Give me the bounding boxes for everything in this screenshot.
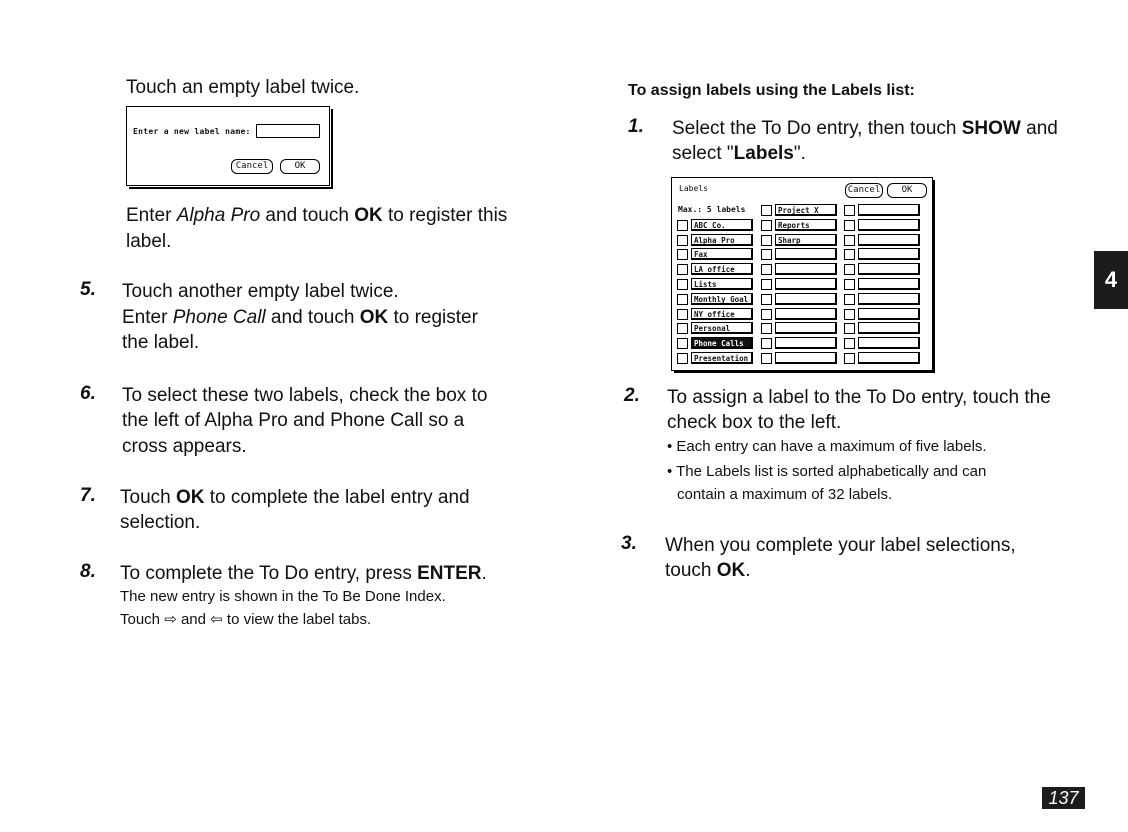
label-checkbox[interactable]: [844, 249, 855, 260]
step2-bullet2-cont: contain a maximum of 32 labels.: [677, 486, 893, 503]
label-row: [677, 337, 759, 350]
step1-number: 1.: [628, 116, 644, 137]
label-field[interactable]: Reports: [775, 219, 837, 231]
label-field[interactable]: Fax: [691, 248, 753, 260]
ok-button[interactable]: OK: [280, 159, 320, 174]
label-row: [761, 278, 843, 291]
label-field[interactable]: ABC Co.: [691, 219, 753, 231]
step3-line1: When you complete your label selections,: [665, 535, 1016, 556]
label-checkbox[interactable]: [677, 294, 688, 305]
label-checkbox[interactable]: [761, 294, 772, 305]
step2-number: 2.: [624, 385, 640, 406]
label-field[interactable]: [858, 337, 920, 349]
label-checkbox[interactable]: [761, 323, 772, 334]
new-label-input[interactable]: [256, 124, 320, 138]
label-row: [844, 248, 926, 261]
label-row: [761, 219, 843, 232]
label-row: [844, 293, 926, 306]
step1-line2: select "Labels".: [672, 143, 806, 164]
step5-number: 5.: [80, 279, 96, 300]
label-row: [677, 219, 759, 232]
label-row: [677, 234, 759, 247]
label-row: [761, 263, 843, 276]
step5-line1: Touch another empty label twice.: [122, 281, 399, 302]
label-row: [844, 278, 926, 291]
label-field[interactable]: [858, 352, 920, 364]
step2-line2: check box to the left.: [667, 412, 842, 433]
label-row: [761, 204, 843, 217]
label-checkbox[interactable]: [761, 338, 772, 349]
label-checkbox[interactable]: [761, 264, 772, 275]
step6-line1: To select these two labels, check the box to: [122, 385, 488, 406]
label-row: [844, 234, 926, 247]
step5-line3: the label.: [122, 332, 200, 353]
label-field[interactable]: [858, 234, 920, 246]
label-checkbox[interactable]: [677, 264, 688, 275]
new-label-dialog: [126, 106, 330, 186]
label-checkbox[interactable]: [761, 279, 772, 290]
label-checkbox[interactable]: [844, 353, 855, 364]
label-row: [677, 308, 759, 321]
step2-line1: To assign a label to the To Do entry, touch the: [667, 387, 1051, 408]
label-field[interactable]: Presentation: [691, 352, 753, 364]
label-row: [761, 234, 843, 247]
left-arrow-icon: ⇦: [210, 611, 223, 628]
enter-alpha-line: Enter Alpha Pro and touch OK to register this: [126, 205, 508, 226]
label-checkbox[interactable]: [844, 220, 855, 231]
label-checkbox[interactable]: [761, 235, 772, 246]
label-field[interactable]: [775, 308, 837, 320]
label-field[interactable]: [775, 293, 837, 305]
label-checkbox[interactable]: [677, 279, 688, 290]
cancel-button[interactable]: Cancel: [231, 159, 273, 174]
label-row: [761, 337, 843, 350]
step7-number: 7.: [80, 485, 96, 506]
label-checkbox[interactable]: [844, 323, 855, 334]
enter-alpha-line2: label.: [126, 231, 172, 252]
label-checkbox[interactable]: [677, 338, 688, 349]
labels-dialog-title: Labels: [679, 184, 708, 193]
label-row: [844, 308, 926, 321]
new-label-prompt: Enter a new label name:: [133, 127, 251, 136]
label-row: [677, 322, 759, 335]
label-checkbox[interactable]: [677, 235, 688, 246]
label-checkbox[interactable]: [761, 249, 772, 260]
label-checkbox[interactable]: [761, 220, 772, 231]
label-row: [761, 322, 843, 335]
step6-number: 6.: [80, 383, 96, 404]
label-checkbox[interactable]: [677, 353, 688, 364]
labels-cancel-button[interactable]: Cancel: [845, 183, 883, 198]
label-checkbox[interactable]: [761, 309, 772, 320]
label-row: [844, 337, 926, 350]
step8-note2: Touch ⇨ and ⇦ to view the label tabs.: [120, 609, 371, 631]
label-field[interactable]: Project X: [775, 204, 837, 216]
label-field[interactable]: Sharp: [775, 234, 837, 246]
label-checkbox[interactable]: [844, 264, 855, 275]
section-heading: To assign labels using the Labels list:: [628, 82, 915, 99]
label-field[interactable]: Lists: [691, 278, 753, 290]
label-field[interactable]: [858, 263, 920, 275]
step8-line1: To complete the To Do entry, press ENTER.: [120, 563, 487, 584]
label-row: [844, 219, 926, 232]
label-checkbox[interactable]: [677, 323, 688, 334]
label-row: [844, 322, 926, 335]
label-row: [677, 263, 759, 276]
label-checkbox[interactable]: [761, 205, 772, 216]
label-field[interactable]: [775, 337, 837, 349]
label-field[interactable]: LA office: [691, 263, 753, 275]
label-row: [844, 352, 926, 365]
step3-line2: touch OK.: [665, 560, 751, 581]
label-checkbox[interactable]: [761, 353, 772, 364]
label-field[interactable]: [775, 352, 837, 364]
label-field[interactable]: [858, 204, 920, 216]
step1-line1: Select the To Do entry, then touch SHOW and: [672, 118, 1058, 139]
label-row: [677, 248, 759, 261]
label-field[interactable]: [858, 248, 920, 260]
page-number: 137: [1042, 787, 1085, 809]
label-field[interactable]: Monthly Goal: [691, 293, 753, 305]
label-checkbox[interactable]: [677, 309, 688, 320]
labels-ok-button[interactable]: OK: [887, 183, 927, 198]
label-checkbox[interactable]: [677, 249, 688, 260]
label-field[interactable]: [858, 322, 920, 334]
label-row: [677, 293, 759, 306]
step5-line2: Enter Phone Call and touch OK to register: [122, 307, 478, 328]
step8-note1: The new entry is shown in the To Be Done Index.: [120, 588, 446, 605]
label-checkbox[interactable]: [844, 279, 855, 290]
label-field[interactable]: NY office: [691, 308, 753, 320]
label-checkbox[interactable]: [844, 309, 855, 320]
label-field[interactable]: [775, 322, 837, 334]
label-row: [761, 293, 843, 306]
label-checkbox[interactable]: [677, 220, 688, 231]
step7-line2: selection.: [120, 512, 201, 533]
label-field[interactable]: Alpha Pro: [691, 234, 753, 246]
step2-bullet1: • Each entry can have a maximum of five labels.: [667, 438, 987, 455]
right-arrow-icon: ⇨: [164, 611, 177, 628]
label-field[interactable]: Phone Calls: [691, 337, 753, 349]
label-field[interactable]: [858, 219, 920, 231]
label-field[interactable]: [775, 263, 837, 275]
label-checkbox[interactable]: [844, 294, 855, 305]
step7-line1: Touch OK to complete the label entry and: [120, 487, 470, 508]
label-field[interactable]: [775, 278, 837, 290]
label-row: [677, 278, 759, 291]
label-field[interactable]: [858, 308, 920, 320]
label-checkbox[interactable]: [844, 205, 855, 216]
step2-bullet2: • The Labels list is sorted alphabetically and can: [667, 463, 987, 480]
labels-list-dialog: [671, 177, 933, 371]
label-field[interactable]: [858, 293, 920, 305]
label-row: [844, 263, 926, 276]
label-row: [677, 352, 759, 365]
label-row: [761, 352, 843, 365]
label-row: [761, 308, 843, 321]
label-row: [844, 204, 926, 217]
max-labels-note: Max.: 5 labels: [678, 205, 746, 214]
label-field[interactable]: [775, 248, 837, 260]
step4-intro: Touch an empty label twice.: [126, 77, 360, 98]
chapter-tab: 4: [1094, 251, 1128, 309]
label-field[interactable]: Personal: [691, 322, 753, 334]
step8-number: 8.: [80, 561, 96, 582]
label-row: [761, 248, 843, 261]
step6-line3: cross appears.: [122, 436, 247, 457]
step6-line2: the left of Alpha Pro and Phone Call so a: [122, 410, 465, 431]
label-field[interactable]: [858, 278, 920, 290]
step3-number: 3.: [621, 533, 637, 554]
label-checkbox[interactable]: [844, 235, 855, 246]
label-checkbox[interactable]: [844, 338, 855, 349]
